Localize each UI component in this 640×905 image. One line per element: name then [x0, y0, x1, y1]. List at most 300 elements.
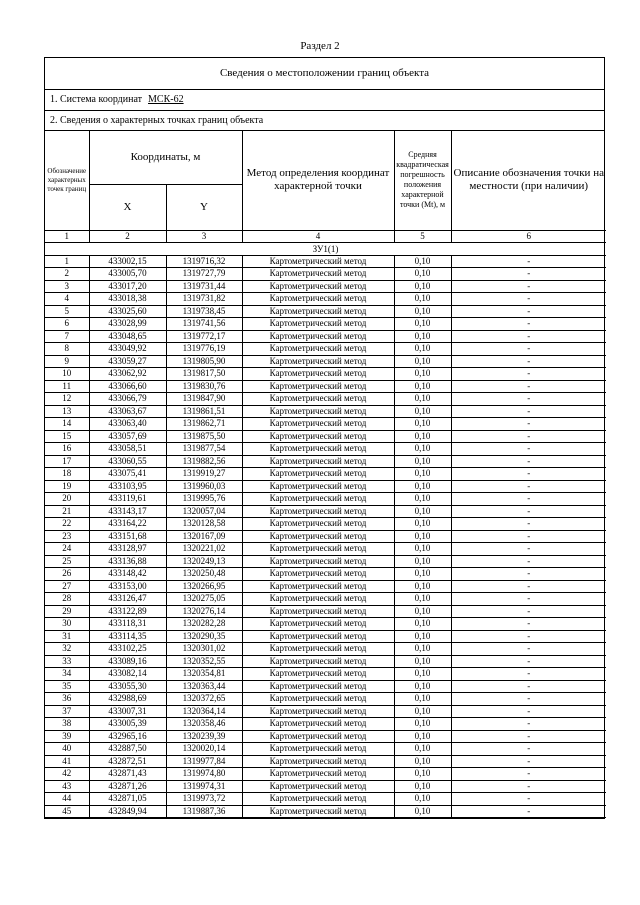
- cell-point-id: 16: [45, 443, 89, 456]
- cell-coord-y: 1319973,72: [166, 793, 242, 806]
- cell-description: -: [451, 718, 606, 731]
- cell-point-id: 36: [45, 693, 89, 706]
- header-description: Описание обозначения точки на местности (при наличии): [451, 131, 606, 230]
- header-y: Y: [166, 184, 242, 230]
- cell-point-id: 44: [45, 793, 89, 806]
- cell-description: -: [451, 543, 606, 556]
- cell-point-id: 4: [45, 293, 89, 306]
- table-row: [45, 255, 606, 268]
- cell-point-id: 45: [45, 805, 89, 818]
- cell-point-id: 21: [45, 505, 89, 518]
- cell-coord-y: 1319974,80: [166, 768, 242, 781]
- cell-description: -: [451, 318, 606, 331]
- cell-point-id: 10: [45, 368, 89, 381]
- cell-coord-y: 1319738,45: [166, 305, 242, 318]
- table-row: [45, 618, 606, 631]
- table-row: [45, 780, 606, 793]
- cell-coord-y: 1319861,51: [166, 405, 242, 418]
- cell-accuracy: 0,10: [394, 618, 451, 631]
- cell-accuracy: 0,10: [394, 443, 451, 456]
- form-caption: Сведения о местоположении границ объекта: [45, 58, 604, 90]
- cell-description: -: [451, 580, 606, 593]
- cell-accuracy: 0,10: [394, 518, 451, 531]
- cell-point-id: 40: [45, 743, 89, 756]
- cell-coord-x: 433143,17: [89, 505, 166, 518]
- cell-coord-y: 1320057,04: [166, 505, 242, 518]
- cell-coord-y: 1320352,55: [166, 655, 242, 668]
- cell-method: Картометрический метод: [242, 680, 394, 693]
- cell-method: Картометрический метод: [242, 318, 394, 331]
- table-row: [45, 480, 606, 493]
- cell-method: Картометрический метод: [242, 343, 394, 356]
- cell-point-id: 18: [45, 468, 89, 481]
- cell-accuracy: 0,10: [394, 405, 451, 418]
- cell-description: -: [451, 255, 606, 268]
- cell-description: -: [451, 455, 606, 468]
- cell-method: Картометрический метод: [242, 468, 394, 481]
- cell-coord-y: 1320239,39: [166, 730, 242, 743]
- cell-coord-x: 433058,51: [89, 443, 166, 456]
- cell-coord-x: 433002,15: [89, 255, 166, 268]
- cell-method: Картометрический метод: [242, 730, 394, 743]
- cell-coord-x: 433062,92: [89, 368, 166, 381]
- cell-accuracy: 0,10: [394, 468, 451, 481]
- cell-coord-y: 1320358,46: [166, 718, 242, 731]
- cell-point-id: 12: [45, 393, 89, 406]
- cell-description: -: [451, 418, 606, 431]
- cell-coord-x: 433063,40: [89, 418, 166, 431]
- cell-method: Картометрический метод: [242, 743, 394, 756]
- column-number: 5: [394, 230, 451, 242]
- column-number: 2: [89, 230, 166, 242]
- cell-coord-y: 1320249,13: [166, 555, 242, 568]
- cell-accuracy: 0,10: [394, 530, 451, 543]
- table-row: [45, 505, 606, 518]
- cell-accuracy: 0,10: [394, 418, 451, 431]
- cell-accuracy: 0,10: [394, 805, 451, 818]
- cell-accuracy: 0,10: [394, 268, 451, 281]
- cell-accuracy: 0,10: [394, 668, 451, 681]
- cell-accuracy: 0,10: [394, 480, 451, 493]
- cell-point-id: 39: [45, 730, 89, 743]
- cell-point-id: 38: [45, 718, 89, 731]
- cell-point-id: 11: [45, 380, 89, 393]
- cell-method: Картометрический метод: [242, 655, 394, 668]
- cell-description: -: [451, 530, 606, 543]
- cell-description: -: [451, 780, 606, 793]
- table-row: [45, 605, 606, 618]
- cell-coord-x: 433025,60: [89, 305, 166, 318]
- cell-description: -: [451, 605, 606, 618]
- cell-coord-x: 433049,92: [89, 343, 166, 356]
- table-row: [45, 643, 606, 656]
- column-number: 1: [45, 230, 89, 242]
- cell-description: -: [451, 568, 606, 581]
- table-row: [45, 405, 606, 418]
- cell-method: Картометрический метод: [242, 418, 394, 431]
- points-table: [45, 131, 606, 818]
- coord-system-value: МСК-62: [148, 94, 184, 105]
- cell-description: -: [451, 430, 606, 443]
- cell-accuracy: 0,10: [394, 255, 451, 268]
- cell-coord-x: 432887,50: [89, 743, 166, 756]
- cell-point-id: 34: [45, 668, 89, 681]
- cell-description: -: [451, 505, 606, 518]
- cell-coord-y: 1319877,54: [166, 443, 242, 456]
- cell-description: -: [451, 768, 606, 781]
- cell-method: Картометрический метод: [242, 580, 394, 593]
- cell-method: Картометрический метод: [242, 755, 394, 768]
- cell-accuracy: 0,10: [394, 630, 451, 643]
- cell-method: Картометрический метод: [242, 480, 394, 493]
- table-row: [45, 668, 606, 681]
- cell-coord-x: 433066,79: [89, 393, 166, 406]
- cell-accuracy: 0,10: [394, 755, 451, 768]
- cell-coord-x: 433102,25: [89, 643, 166, 656]
- cell-description: -: [451, 330, 606, 343]
- cell-accuracy: 0,10: [394, 455, 451, 468]
- cell-point-id: 43: [45, 780, 89, 793]
- cell-accuracy: 0,10: [394, 330, 451, 343]
- cell-coord-x: 433063,67: [89, 405, 166, 418]
- cell-coord-x: 433089,16: [89, 655, 166, 668]
- cell-method: Картометрический метод: [242, 330, 394, 343]
- cell-method: Картометрический метод: [242, 380, 394, 393]
- cell-coord-x: 433153,00: [89, 580, 166, 593]
- table-row: [45, 555, 606, 568]
- cell-coord-x: 433055,30: [89, 680, 166, 693]
- cell-accuracy: 0,10: [394, 593, 451, 606]
- table-row: [45, 793, 606, 806]
- cell-description: -: [451, 618, 606, 631]
- cell-method: Картометрический метод: [242, 368, 394, 381]
- cell-coord-x: 432871,26: [89, 780, 166, 793]
- cell-coord-y: 1320363,44: [166, 680, 242, 693]
- cell-coord-x: 433017,20: [89, 280, 166, 293]
- cell-point-id: 22: [45, 518, 89, 531]
- cell-method: Картометрический метод: [242, 718, 394, 731]
- cell-description: -: [451, 555, 606, 568]
- table-row: [45, 343, 606, 356]
- points-table-body: [45, 255, 606, 818]
- cell-description: -: [451, 655, 606, 668]
- table-row: [45, 730, 606, 743]
- cell-coord-y: 1320128,58: [166, 518, 242, 531]
- cell-coord-y: 1320372,65: [166, 693, 242, 706]
- cell-accuracy: 0,10: [394, 368, 451, 381]
- cell-method: Картометрический метод: [242, 493, 394, 506]
- cell-coord-x: 433005,39: [89, 718, 166, 731]
- cell-description: -: [451, 305, 606, 318]
- cell-description: -: [451, 518, 606, 531]
- cell-coord-y: 1320354,81: [166, 668, 242, 681]
- cell-description: -: [451, 293, 606, 306]
- cell-description: -: [451, 593, 606, 606]
- cell-accuracy: 0,10: [394, 305, 451, 318]
- cell-method: Картометрический метод: [242, 543, 394, 556]
- cell-coord-y: 1319862,71: [166, 418, 242, 431]
- cell-coord-y: 1320301,02: [166, 643, 242, 656]
- cell-method: Картометрический метод: [242, 393, 394, 406]
- cell-point-id: 7: [45, 330, 89, 343]
- cell-description: -: [451, 443, 606, 456]
- cell-coord-y: 1319772,17: [166, 330, 242, 343]
- table-row: [45, 280, 606, 293]
- table-row: [45, 543, 606, 556]
- table-row: [45, 805, 606, 818]
- cell-method: Картометрический метод: [242, 268, 394, 281]
- cell-accuracy: 0,10: [394, 493, 451, 506]
- cell-description: -: [451, 405, 606, 418]
- table-row: [45, 743, 606, 756]
- cell-description: -: [451, 805, 606, 818]
- table-row: [45, 355, 606, 368]
- cell-description: -: [451, 493, 606, 506]
- table-row: [45, 418, 606, 431]
- cell-coord-y: 1319919,27: [166, 468, 242, 481]
- cell-coord-x: 433164,22: [89, 518, 166, 531]
- cell-description: -: [451, 468, 606, 481]
- cell-coord-x: 432849,94: [89, 805, 166, 818]
- cell-coord-x: 433066,60: [89, 380, 166, 393]
- cell-coord-x: 432872,51: [89, 755, 166, 768]
- cell-method: Картометрический метод: [242, 280, 394, 293]
- table-row: [45, 768, 606, 781]
- cell-coord-y: 1319727,79: [166, 268, 242, 281]
- table-row: [45, 455, 606, 468]
- cell-point-id: 28: [45, 593, 89, 606]
- cell-description: -: [451, 355, 606, 368]
- cell-coord-y: 1319974,31: [166, 780, 242, 793]
- table-row: [45, 530, 606, 543]
- cell-coord-y: 1319716,32: [166, 255, 242, 268]
- cell-point-id: 32: [45, 643, 89, 656]
- cell-coord-y: 1320282,28: [166, 618, 242, 631]
- cell-method: Картометрический метод: [242, 780, 394, 793]
- cell-point-id: 9: [45, 355, 89, 368]
- coord-system-line: [45, 90, 604, 111]
- cell-coord-x: 433128,97: [89, 543, 166, 556]
- cell-coord-x: 433007,31: [89, 705, 166, 718]
- cell-point-id: 15: [45, 430, 89, 443]
- cell-coord-x: 433028,99: [89, 318, 166, 331]
- cell-coord-y: 1319731,82: [166, 293, 242, 306]
- cell-method: Картометрический метод: [242, 793, 394, 806]
- boundary-form: [44, 57, 605, 819]
- cell-point-id: 30: [45, 618, 89, 631]
- cell-point-id: 27: [45, 580, 89, 593]
- cell-description: -: [451, 368, 606, 381]
- table-row: [45, 468, 606, 481]
- cell-description: -: [451, 643, 606, 656]
- cell-point-id: 3: [45, 280, 89, 293]
- cell-coord-y: 1320250,48: [166, 568, 242, 581]
- cell-point-id: 37: [45, 705, 89, 718]
- cell-accuracy: 0,10: [394, 680, 451, 693]
- cell-method: Картометрический метод: [242, 630, 394, 643]
- cell-method: Картометрический метод: [242, 355, 394, 368]
- cell-method: Картометрический метод: [242, 305, 394, 318]
- cell-point-id: 26: [45, 568, 89, 581]
- cell-accuracy: 0,10: [394, 393, 451, 406]
- cell-coord-y: 1319882,56: [166, 455, 242, 468]
- cell-coord-x: 433122,89: [89, 605, 166, 618]
- table-row: [45, 268, 606, 281]
- cell-description: -: [451, 280, 606, 293]
- cell-coord-y: 1319887,36: [166, 805, 242, 818]
- cell-coord-x: 433060,55: [89, 455, 166, 468]
- cell-description: -: [451, 755, 606, 768]
- table-row: [45, 430, 606, 443]
- cell-accuracy: 0,10: [394, 793, 451, 806]
- cell-accuracy: 0,10: [394, 568, 451, 581]
- cell-description: -: [451, 480, 606, 493]
- cell-accuracy: 0,10: [394, 655, 451, 668]
- table-row: [45, 655, 606, 668]
- table-row: [45, 580, 606, 593]
- cell-coord-y: 1319817,50: [166, 368, 242, 381]
- cell-accuracy: 0,10: [394, 543, 451, 556]
- cell-coord-x: 433018,38: [89, 293, 166, 306]
- cell-accuracy: 0,10: [394, 380, 451, 393]
- cell-method: Картометрический метод: [242, 768, 394, 781]
- cell-description: -: [451, 793, 606, 806]
- cell-description: -: [451, 743, 606, 756]
- cell-accuracy: 0,10: [394, 355, 451, 368]
- cell-coord-y: 1319995,76: [166, 493, 242, 506]
- header-accuracy: Средняя квадратическая погрешность положения характерной точки (Mt), м: [394, 131, 451, 230]
- table-row: [45, 755, 606, 768]
- table-row: [45, 393, 606, 406]
- cell-coord-y: 1319875,50: [166, 430, 242, 443]
- cell-coord-x: 433057,69: [89, 430, 166, 443]
- cell-point-id: 13: [45, 405, 89, 418]
- table-row: [45, 443, 606, 456]
- cell-coord-x: 432871,05: [89, 793, 166, 806]
- cell-accuracy: 0,10: [394, 318, 451, 331]
- cell-coord-y: 1319776,19: [166, 343, 242, 356]
- cell-method: Картометрический метод: [242, 430, 394, 443]
- cell-point-id: 25: [45, 555, 89, 568]
- cell-accuracy: 0,10: [394, 643, 451, 656]
- header-method: Метод определения координат характерной точки: [242, 131, 394, 230]
- cell-point-id: 1: [45, 255, 89, 268]
- cell-coord-x: 433119,61: [89, 493, 166, 506]
- cell-method: Картометрический метод: [242, 643, 394, 656]
- cell-description: -: [451, 268, 606, 281]
- cell-point-id: 31: [45, 630, 89, 643]
- cell-coord-x: 433082,14: [89, 668, 166, 681]
- cell-accuracy: 0,10: [394, 730, 451, 743]
- cell-description: -: [451, 705, 606, 718]
- table-row: [45, 330, 606, 343]
- cell-accuracy: 0,10: [394, 743, 451, 756]
- cell-point-id: 8: [45, 343, 89, 356]
- cell-point-id: 6: [45, 318, 89, 331]
- section-title: Раздел 2: [300, 40, 340, 52]
- cell-coord-y: 1320167,09: [166, 530, 242, 543]
- cell-coord-y: 1320221,02: [166, 543, 242, 556]
- cell-coord-y: 1319731,44: [166, 280, 242, 293]
- points-section-label: 2. Сведения о характерных точках границ объекта: [45, 111, 604, 131]
- cell-description: -: [451, 730, 606, 743]
- table-row: [45, 368, 606, 381]
- table-row: [45, 380, 606, 393]
- cell-method: Картометрический метод: [242, 618, 394, 631]
- cell-point-id: 41: [45, 755, 89, 768]
- cell-point-id: 29: [45, 605, 89, 618]
- cell-accuracy: 0,10: [394, 555, 451, 568]
- table-row: [45, 593, 606, 606]
- table-row: [45, 493, 606, 506]
- cell-coord-x: 433075,41: [89, 468, 166, 481]
- table-row: [45, 318, 606, 331]
- cell-coord-y: 1320275,05: [166, 593, 242, 606]
- cell-method: Картометрический метод: [242, 405, 394, 418]
- coord-system-label: 1. Система координат: [50, 94, 143, 105]
- cell-accuracy: 0,10: [394, 768, 451, 781]
- cell-accuracy: 0,10: [394, 780, 451, 793]
- cell-coord-y: 1320020,14: [166, 743, 242, 756]
- cell-coord-x: 432871,43: [89, 768, 166, 781]
- cell-description: -: [451, 380, 606, 393]
- column-number: 4: [242, 230, 394, 242]
- cell-coord-y: 1320276,14: [166, 605, 242, 618]
- cell-accuracy: 0,10: [394, 718, 451, 731]
- cell-point-id: 14: [45, 418, 89, 431]
- cell-description: -: [451, 680, 606, 693]
- cell-coord-y: 1319847,90: [166, 393, 242, 406]
- cell-description: -: [451, 343, 606, 356]
- table-row: [45, 518, 606, 531]
- column-number: 6: [451, 230, 606, 242]
- cell-point-id: 33: [45, 655, 89, 668]
- cell-accuracy: 0,10: [394, 605, 451, 618]
- cell-point-id: 24: [45, 543, 89, 556]
- cell-method: Картометрический метод: [242, 705, 394, 718]
- cell-coord-y: 1319830,76: [166, 380, 242, 393]
- column-number: 3: [166, 230, 242, 242]
- cell-method: Картометрический метод: [242, 693, 394, 706]
- cell-point-id: 19: [45, 480, 89, 493]
- cell-method: Картометрический метод: [242, 668, 394, 681]
- cell-method: Картометрический метод: [242, 255, 394, 268]
- table-row: [45, 568, 606, 581]
- cell-coord-y: 1320290,35: [166, 630, 242, 643]
- cell-point-id: 23: [45, 530, 89, 543]
- cell-accuracy: 0,10: [394, 505, 451, 518]
- cell-accuracy: 0,10: [394, 280, 451, 293]
- table-row: [45, 693, 606, 706]
- cell-method: Картометрический метод: [242, 455, 394, 468]
- cell-coord-x: 433136,88: [89, 555, 166, 568]
- cell-accuracy: 0,10: [394, 430, 451, 443]
- cell-coord-y: 1319741,56: [166, 318, 242, 331]
- cell-point-id: 20: [45, 493, 89, 506]
- group-label: ЗУ1(1): [45, 242, 606, 255]
- cell-method: Картометрический метод: [242, 505, 394, 518]
- cell-method: Картометрический метод: [242, 293, 394, 306]
- cell-coord-y: 1319977,84: [166, 755, 242, 768]
- cell-accuracy: 0,10: [394, 293, 451, 306]
- cell-method: Картометрический метод: [242, 443, 394, 456]
- cell-coord-y: 1320364,14: [166, 705, 242, 718]
- table-row: [45, 718, 606, 731]
- cell-point-id: 2: [45, 268, 89, 281]
- cell-coord-y: 1320266,95: [166, 580, 242, 593]
- cell-description: -: [451, 630, 606, 643]
- cell-coord-x: 432965,16: [89, 730, 166, 743]
